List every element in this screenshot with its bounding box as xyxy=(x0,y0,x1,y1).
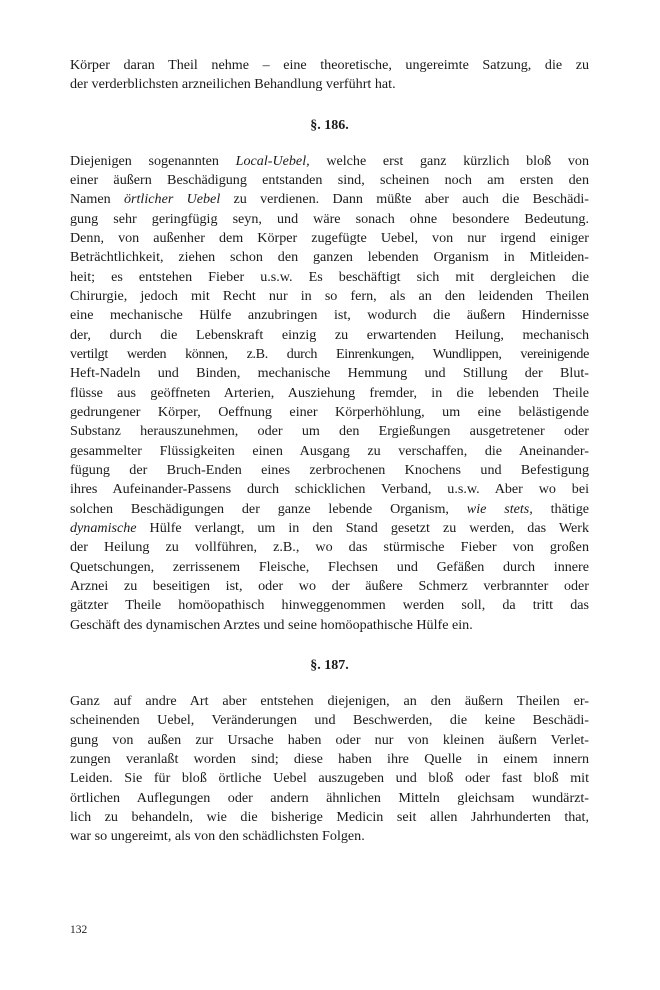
section-187-paragraph xyxy=(70,692,589,847)
text-line: Substanz herauszunehmen, oder um den Ergießungen ausgetretener oder xyxy=(70,423,589,440)
text-line: Ganz auf andre Art aber entstehen diejenigen, an den äußern Theilen er- xyxy=(70,692,589,709)
text-line: der verderblichsten arzneilichen Behandlung verführt hat. xyxy=(70,76,396,93)
italic-term: örtlicher Uebel xyxy=(123,191,221,208)
text-line: eine mechanische Hülfe anzubringen ist, wodurch die äußern Hindernisse xyxy=(70,307,589,324)
text-line: Beträchtlichkeit, ziehen schon den ganzen lebenden Organism in Mitleiden- xyxy=(70,249,589,266)
text-line: Chirurgie, jedoch mit Recht nur in so fern, als an den leidenden Theilen xyxy=(70,287,589,304)
text-line: gesammelter Flüssigkeiten einen Ausgang zu verschaffen, die Aneinander- xyxy=(70,442,589,459)
text-line: gung von außen zur Ursache haben oder nur von kleinen äußern Verlet- xyxy=(70,731,589,748)
text-line: gätzter Theile homöopathisch hinweggenommen werden soll, da tritt das xyxy=(70,597,589,614)
page-number: 132 xyxy=(70,924,88,936)
text-line: lich zu behandeln, wie die bisherige Medicin seit allen Jahrhunderten that, xyxy=(70,808,589,825)
text-line: Geschäft des dynamischen Arztes und seine homöopathische Hülfe ein. xyxy=(70,616,473,633)
text-line: Denn, von außenher dem Körper zugefügte Uebel, von nur irgend einiger xyxy=(70,229,589,246)
text-line: Arznei zu beseitigen ist, oder wo der äußere Schmerz verbrannter oder xyxy=(70,577,589,594)
text-line: gung sehr geringfügig seyn, und wäre sonach ohne besondere Bedeutung. xyxy=(70,210,589,227)
text-run: welche erst ganz kürzlich bloß von xyxy=(309,152,589,169)
text-run: Hülfe verlangt, um in den Stand gesetzt zu werden, das Werk xyxy=(136,519,589,536)
text-line: war so ungereimt, als von den schädlichsten Folgen. xyxy=(70,828,365,845)
text-line: Quetschungen, zerrissenem Fleische, Flechsen und Gefäßen durch innere xyxy=(70,558,589,575)
text-run: thätige xyxy=(532,500,589,517)
text-line xyxy=(70,519,589,538)
text-line: Körper daran Theil nehme – eine theoretische, ungereimte Satzung, die zu xyxy=(70,57,589,73)
text-run: Namen xyxy=(70,191,124,208)
text-line: Heft-Nadeln und Binden, mechanische Hemmung und Stillung der Blut- xyxy=(70,365,589,382)
text-line: fügung der Bruch-Enden eines zerbrochenen Knochens und Befestigung xyxy=(70,461,589,478)
text-line: einer äußern Beschädigung entstanden sind, scheinen noch am ersten den xyxy=(70,171,589,188)
section-186-paragraph xyxy=(70,152,589,635)
text-line xyxy=(70,190,589,209)
text-line: vertilgt werden können, z.B. durch Einrenkungen, Wundlippen, vereinigende xyxy=(70,345,589,362)
text-run: zu verdienen. Dann müßte aber auch die Beschädi- xyxy=(220,191,589,208)
text-run: Diejenigen sogenannten xyxy=(70,152,236,169)
text-line: örtlichen Auflegungen oder andern ähnlichen Mitteln gleichsam wundärzt- xyxy=(70,789,589,806)
italic-term: dynamische xyxy=(70,519,137,536)
text-line: gedrungener Körper, Oeffnung einer Körperhöhlung, um eine belästigende xyxy=(70,403,589,420)
text-line: ihres Aufeinander-Passens durch schicklichen Verband, u.s.w. Aber wo bei xyxy=(70,481,589,498)
text-line xyxy=(70,152,589,171)
text-line: Leiden. Sie für bloß örtliche Uebel auszugeben und bloß oder fast bloß mit xyxy=(70,770,589,787)
text-line: scheinenden Uebel, Veränderungen und Beschwerden, die keine Beschädi- xyxy=(70,712,589,729)
text-line: der Heilung zu vollführen, z.B., wo das stürmische Fieber von großen xyxy=(70,539,589,556)
text-line: heit; es entstehen Fieber u.s.w. Es beschäftigt sich mit dergleichen die xyxy=(70,268,589,285)
text-run: solchen Beschädigungen der ganze lebende Organism, xyxy=(70,500,467,517)
italic-term: Local-Uebel, xyxy=(235,152,310,169)
italic-term: wie stets, xyxy=(466,500,533,517)
section-187-heading: §. 187. xyxy=(310,657,349,673)
text-line: flüsse aus geöffneten Arterien, Ausziehung fremder, in die lebenden Theile xyxy=(70,384,589,401)
intro-paragraph xyxy=(70,56,589,95)
text-line: der, durch die Lebenskraft einzig zu erwartenden Heilung, mechanisch xyxy=(70,326,589,343)
text-line: zungen veranlaßt worden sind; diese haben ihre Quelle in einem innern xyxy=(70,750,589,767)
text-line xyxy=(70,500,589,519)
section-186-heading: §. 186. xyxy=(310,117,349,133)
page-body xyxy=(70,56,589,846)
